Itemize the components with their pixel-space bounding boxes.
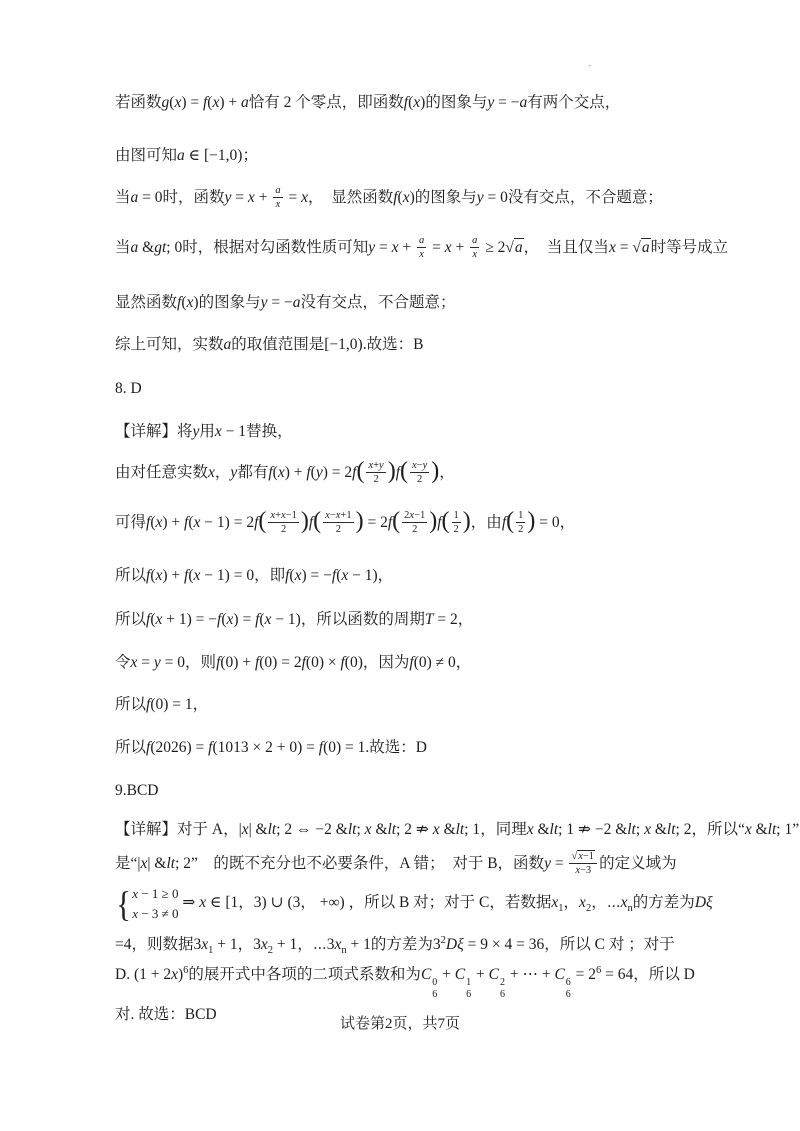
text-line: 若函数g(x) = f(x) + a恰有 2 个零点，即函数f(x)的图象与y = −a有两个交点，: [115, 94, 621, 111]
answer-line-q9: 9.BCD: [115, 782, 159, 799]
text-line: 综上可知，实数a的取值范围是[−1,0).故选：B: [115, 336, 424, 353]
text-line: 所以f(x) + f(x − 1) = 0，即f(x) = −f(x − 1)，: [115, 567, 394, 584]
text-line: 由图可知a ∈ [−1,0)；: [115, 147, 258, 164]
text-line: 显然函数f(x)的图象与y = −a没有交点，不合题意；: [115, 294, 456, 311]
text-line: 由对任意实数x，y都有f(x) + f(y) = 2f( $\frac{x+y}{2}$ )f( $\frac{x-y}{2}$ )，: [115, 458, 455, 485]
text-line: 【详解】对于 A，|x| &lt; 2 ⇔ −2 &lt; x &lt; 2 ⇏ x &lt; 1，同理x &lt; 1 ⇏ −2 &lt; x &lt; 2，所以“x &lt; 1”: [115, 821, 800, 838]
scan-artifact-dot: ·: [588, 60, 592, 72]
text-line: 可得f(x) + f(x − 1) = 2f( $\frac{x+x-1}{2}$ )f( $\frac{x-x+1}{2}$ ) = 2f( $\frac{2x-1}{2}$ )f( $\frac{1}{2}$ )，由f( $\frac{1}{2}$ ) = 0，: [115, 508, 576, 535]
text-line: { x − 1 ≥ 0 x − 3 ≠ 0 ⇒ x ∈ [1，3) ∪ (3， +∞) ，所以 B 对；对于 C，若数据$x_1$，$x_2$，$\cdots x_n$的方差为Dξ: [116, 883, 713, 924]
text-line: 当a = 0时，函数y = x + $\frac{a}{x}$ = x， 显然函数f(x)的图象与y = 0没有交点，不合题意；: [115, 184, 663, 210]
text-line: D. $(1 + 2x)^6$的展开式中各项的二项式系数和为C 0 6 + C 1 6 + C 2 6 + ⋯ + C 6 6 = $2^6 = 64$，所以 D: [115, 964, 695, 1000]
text-line: =4，则数据$3x_1 + 1$，$3x_2 + 1$，$\cdots 3x_n + 1$的方差为$3^2D\xi = 9 \times 4 = 36$，所以 C 对 ；对于: [115, 934, 675, 957]
text-line: 是“|x| &lt; 2” 的既不充分也不必要条件，A 错； 对于 B，函数y = $\frac{√x-1}{x-3}$ 的定义域为: [115, 850, 677, 876]
page-footer: 试卷第2页，共7页: [339, 1016, 460, 1032]
text-line: 所以f(0) = 1，: [115, 696, 209, 713]
text-line: 令x = y = 0，则f(0) + f(0) = 2f(0) × f(0)，因为f(0) ≠ 0，: [115, 654, 472, 671]
text-line: 【详解】将y用x − 1替换，: [115, 423, 293, 440]
text-line: 对. 故选：BCD: [115, 1006, 217, 1023]
text-line: 所以f(2026) = f(1013 × 2 + 0) = f(0) = 1.故选：D: [115, 739, 427, 756]
answer-line-q8: 8. D: [115, 380, 142, 397]
text-line: 所以f(x + 1) = −f(x) = f(x − 1)，所以函数的周期T = 2，: [115, 611, 474, 628]
text-line: 当a &gt; 0时，根据对勾函数性质可知y = x + $\frac{a}{x}$ = x + $\frac{a}{x}$ ≥ 2√a， 当且仅当x = √a时等号成立: [115, 234, 729, 260]
